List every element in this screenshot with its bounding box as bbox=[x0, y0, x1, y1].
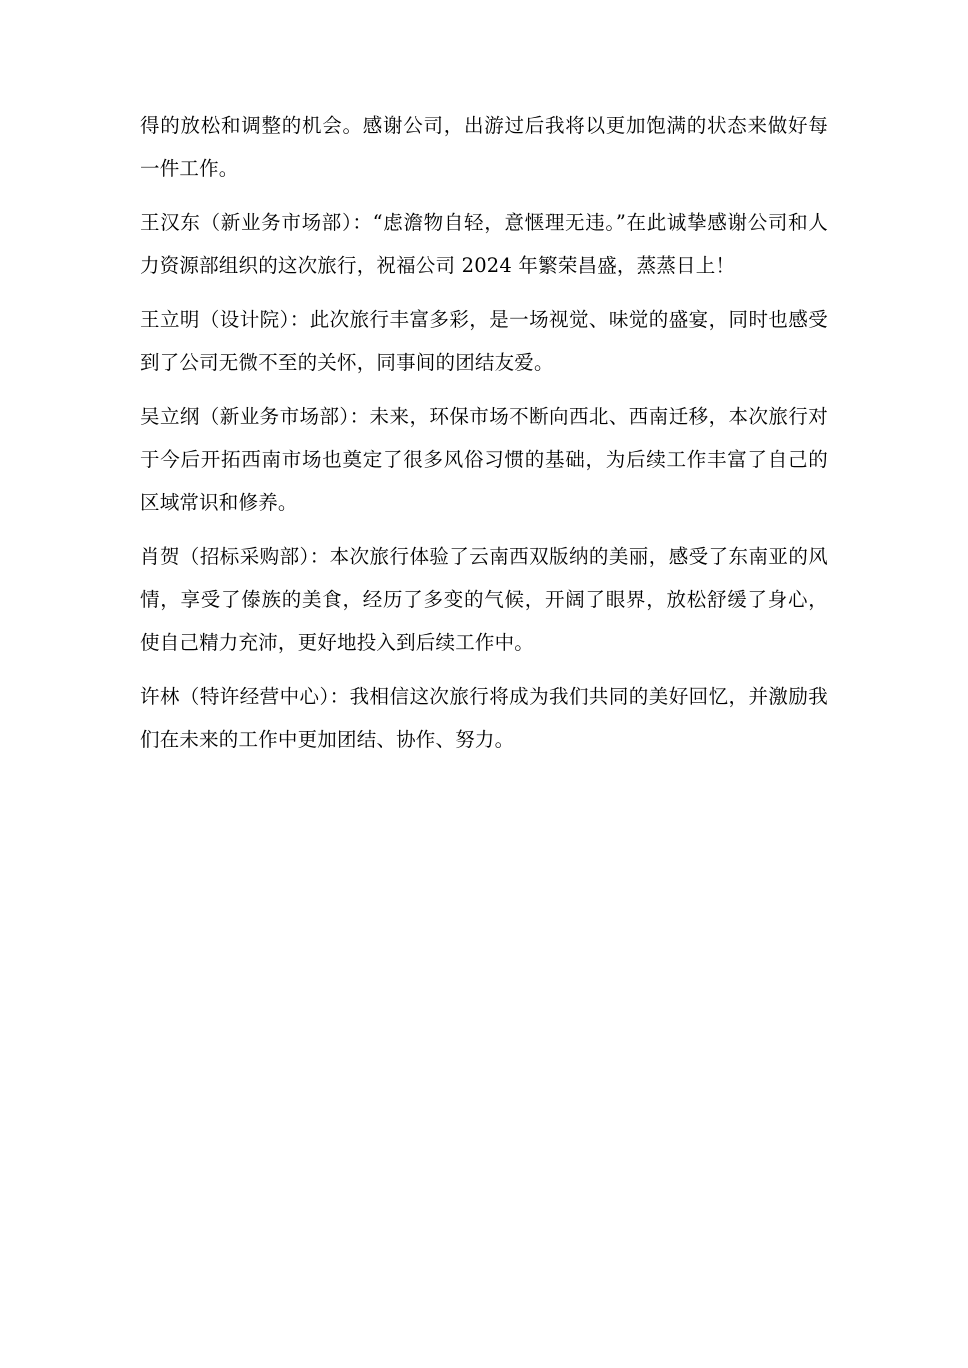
paragraph: 吴立纲（新业务市场部）：未来，环保市场不断向西北、西南迁移，本次旅行对于今后开拓西南市场也奠定了很多风俗习惯的基础，为后续工作丰富了自己的区域常识和修养。 bbox=[140, 405, 828, 514]
paragraph: 肖贺（招标采购部）：本次旅行体验了云南西双版纳的美丽，感受了东南亚的风情，享受了傣族的美食，经历了多变的气候，开阔了眼界，放松舒缓了身心，使自己精力充沛，更好地投入到后续工作中。 bbox=[140, 545, 828, 654]
paragraph: 王汉东（新业务市场部）：“虑澹物自轻，意惬理无违。”在此诚挚感谢公司和人力资源部组织的这次旅行，祝福公司 2024 年繁荣昌盛，蒸蒸日上！ bbox=[140, 211, 828, 277]
paragraph: 得的放松和调整的机会。感谢公司，出游过后我将以更加饱满的状态来做好每一件工作。 bbox=[140, 114, 828, 180]
paragraph: 王立明（设计院）：此次旅行丰富多彩，是一场视觉、味觉的盛宴，同时也感受到了公司无微不至的关怀，同事间的团结友爱。 bbox=[140, 308, 828, 374]
document-body bbox=[140, 104, 828, 761]
paragraph: 许林（特许经营中心）：我相信这次旅行将成为我们共同的美好回忆，并激励我们在未来的工作中更加团结、协作、努力。 bbox=[140, 685, 828, 751]
